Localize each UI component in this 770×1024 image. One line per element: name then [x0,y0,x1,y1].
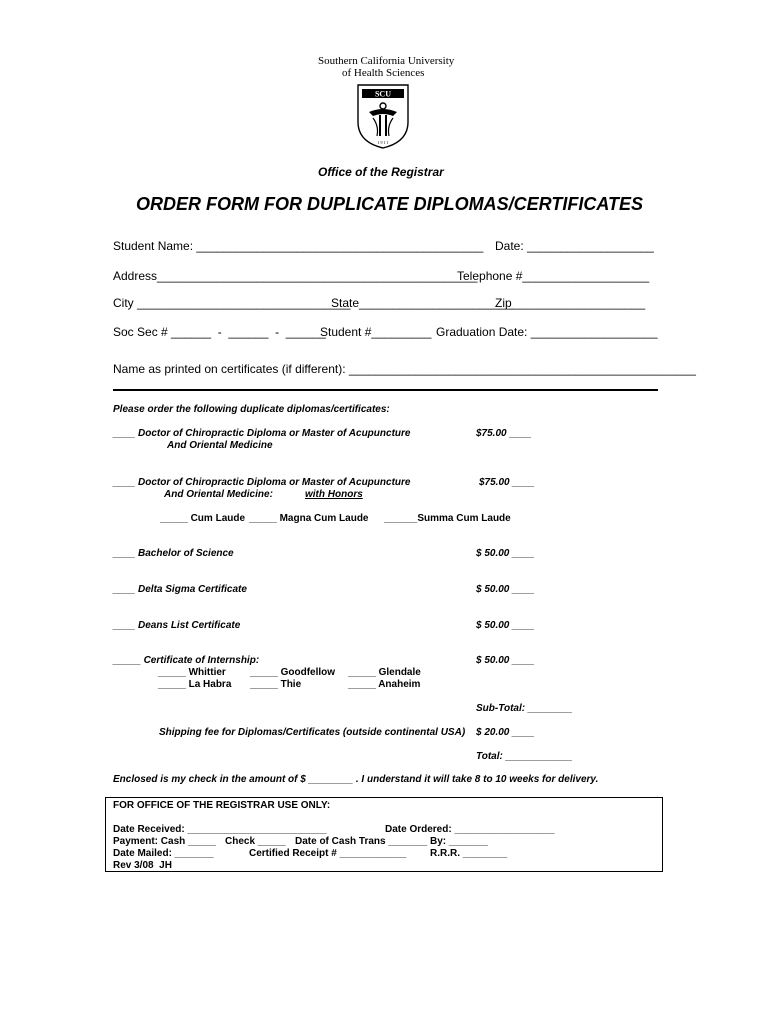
shipping-fee-price[interactable]: $ 20.00 ____ [476,727,535,738]
location-goodfellow[interactable]: _____ Goodfellow [250,667,336,678]
university-name-line1: Southern California University [318,55,455,67]
university-name-line2: of Health Sciences [342,67,425,79]
revision-note: Rev 3/08 JH [113,860,172,871]
order-instruction: Please order the following duplicate diplomas/certificates: [113,404,390,415]
order-item-bachelor-price: $ 50.00 ____ [476,548,535,559]
order-item-delta-sigma[interactable]: ____ Delta Sigma Certificate [113,584,247,595]
date-received-field[interactable]: Date Received: _________________________ [113,824,327,835]
location-anaheim[interactable]: _____ Anaheim [348,679,421,690]
student-name-field[interactable]: Student Name: ___________________________________________ [113,239,484,253]
subtotal-field[interactable]: Sub-Total: ________ [476,703,573,714]
check-field[interactable]: Check _____ [225,836,286,847]
shipping-fee-label: Shipping fee for Diplomas/Certificates (outside continental USA) [159,727,466,738]
order-item-bachelor[interactable]: ____ Bachelor of Science [113,548,234,559]
zip-field[interactable]: Zip____________________ [495,296,646,310]
payment-cash-field[interactable]: Payment: Cash _____ [113,836,216,847]
honors-summa-cum-laude[interactable]: ______Summa Cum Laude [384,513,511,524]
honors-magna-cum-laude[interactable]: _____ Magna Cum Laude [249,513,369,524]
telephone-field[interactable]: Telephone #___________________ [457,269,650,283]
enclosed-check-statement[interactable]: Enclosed is my check in the amount of $ ________ . I understand it will take 8 to 10 weeks for delivery. [113,774,599,785]
address-field[interactable]: Address________________________________________________ [113,269,478,283]
order-item-deans-list-price: $ 50.00 ____ [476,620,535,631]
form-title: ORDER FORM FOR DUPLICATE DIPLOMAS/CERTIFICATES [136,194,643,214]
order-item-internship-price: $ 50.00 ____ [476,655,535,666]
certified-receipt-field[interactable]: Certified Receipt # ____________ [249,848,407,859]
honors-cum-laude[interactable]: _____ Cum Laude [160,513,246,524]
office-use-heading: FOR OFFICE OF THE REGISTRAR USE ONLY: [113,800,331,811]
scu-seal-logo [355,82,411,150]
student-number-field[interactable]: Student #_________ [320,325,432,339]
order-item-internship[interactable]: _____ Certificate of Internship: [113,655,260,666]
name-as-printed-field[interactable]: Name as printed on certificates (if different): ____________________________________________________ [113,362,696,376]
by-field[interactable]: By: _______ [430,836,488,847]
order-item-dc-honors-line2: And Oriental Medicine: [164,489,273,500]
order-item-dc-diploma[interactable]: ____ Doctor of Chiropractic Diploma or Master of Acupuncture [113,428,411,439]
date-ordered-field[interactable]: Date Ordered: __________________ [385,824,555,835]
location-thie[interactable]: _____ Thie [250,679,302,690]
section-divider [113,389,658,391]
order-item-deans-list[interactable]: ____ Deans List Certificate [113,620,241,631]
date-cash-trans-field[interactable]: Date of Cash Trans _______ [295,836,428,847]
location-whittier[interactable]: _____ Whittier [158,667,226,678]
total-field[interactable]: Total: ____________ [476,751,573,762]
location-la-habra[interactable]: _____ La Habra [158,679,232,690]
order-item-dc-honors[interactable]: ____ Doctor of Chiropractic Diploma or Master of Acupuncture [113,477,411,488]
state-field[interactable]: State_______________________ [331,296,513,310]
order-item-delta-sigma-price: $ 50.00 ____ [476,584,535,595]
order-item-dc-diploma-price: $75.00 ____ [476,428,532,439]
date-mailed-field[interactable]: Date Mailed: _______ [113,848,214,859]
graduation-date-field[interactable]: Graduation Date: ___________________ [436,325,658,339]
rrr-field[interactable]: R.R.R. ________ [430,848,508,859]
location-glendale[interactable]: _____ Glendale [348,667,421,678]
office-heading: Office of the Registrar [318,165,444,179]
with-honors-label: with Honors [305,489,363,500]
date-field[interactable]: Date: ___________________ [495,239,654,253]
soc-sec-field[interactable]: Soc Sec # ______ - ______ - ______ [113,325,326,339]
city-field[interactable]: City ________________________________ [113,296,351,310]
svg-text:SCU: SCU [374,89,392,99]
svg-text:1 9 1 1: 1 9 1 1 [377,140,389,145]
order-item-dc-honors-price: $75.00 ____ [479,477,535,488]
order-item-dc-diploma-line2: And Oriental Medicine [167,440,273,451]
